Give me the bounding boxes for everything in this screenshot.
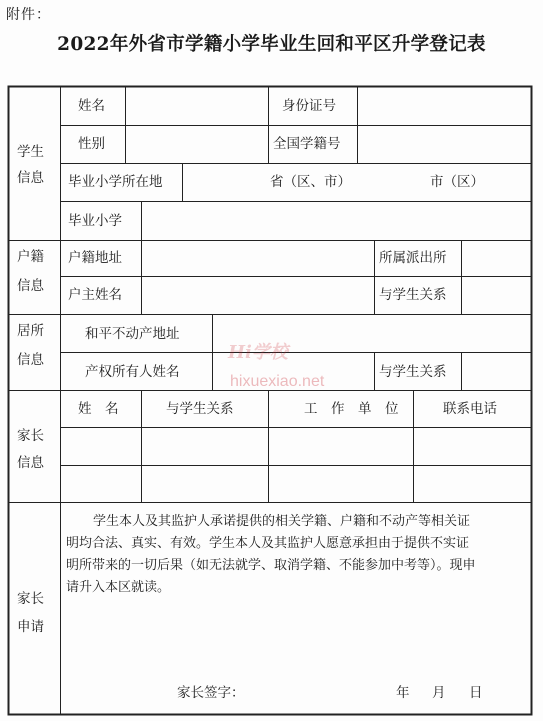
form-title: 2022年外省市学籍小学毕业生回和平区升学登记表: [57, 34, 486, 55]
section-application-label-1: 家长: [17, 591, 44, 607]
declaration-line: 学生本人及其监护人承诺提供的相关学籍、户籍和不动产等相关证: [93, 514, 471, 529]
owner-name-label: 产权所有人姓名: [85, 364, 180, 380]
watermark-url: hixuexiao.net: [230, 373, 325, 390]
section-residence-label-1: 居所: [17, 323, 44, 339]
declaration-line: 请升入本区就读。: [66, 580, 171, 595]
student-gender-label: 性别: [78, 136, 105, 152]
section-residence-label-2: 信息: [17, 352, 44, 368]
year-label: 年: [396, 685, 410, 701]
student-id-label: 身份证号: [282, 98, 336, 114]
day-label: 日: [469, 685, 483, 701]
school-location-label: 毕业小学所在地: [68, 174, 163, 190]
student-name-label: 姓名: [78, 98, 105, 114]
section-parents-label-1: 家长: [17, 428, 44, 444]
police-station-label: 所属派出所: [379, 250, 447, 266]
parents-name-header: 姓 名: [78, 401, 119, 417]
parents-relation-header: 与学生关系: [166, 401, 234, 417]
section-student-label-1: 学生: [17, 144, 44, 160]
province-label: 省（区、市）: [270, 174, 351, 190]
residence-relation-label: 与学生关系: [379, 364, 447, 380]
month-label: 月: [432, 685, 446, 701]
section-household-label-1: 户籍: [17, 249, 44, 265]
parents-employer-header: 工 作 单 位: [304, 401, 399, 417]
attachment-label: 附件：: [6, 7, 51, 23]
property-address-label: 和平不动产地址: [85, 326, 180, 342]
household-head-label: 户主姓名: [68, 287, 122, 303]
watermark-logo: Hi学校: [228, 342, 288, 363]
section-parents-label-2: 信息: [17, 455, 44, 471]
parents-phone-header: 联系电话: [443, 401, 497, 417]
section-application-label-2: 申请: [17, 619, 44, 635]
school-label: 毕业小学: [68, 213, 122, 229]
signature-label: 家长签字：: [177, 685, 245, 701]
section-household-label-2: 信息: [17, 278, 44, 294]
student-national-id-label: 全国学籍号: [273, 136, 341, 152]
declaration-line: 明所带来的一切后果（如无法就学、取消学籍、不能参加中考等）。现申: [66, 558, 476, 573]
declaration-line: 明均合法、真实、有效。学生本人及其监护人愿意承担由于提供不实证: [66, 536, 470, 551]
household-address-label: 户籍地址: [68, 250, 122, 266]
city-label: 市（区）: [430, 174, 484, 190]
section-student-label-2: 信息: [17, 170, 44, 186]
application-declaration: [66, 511, 508, 599]
household-relation-label: 与学生关系: [379, 287, 447, 303]
